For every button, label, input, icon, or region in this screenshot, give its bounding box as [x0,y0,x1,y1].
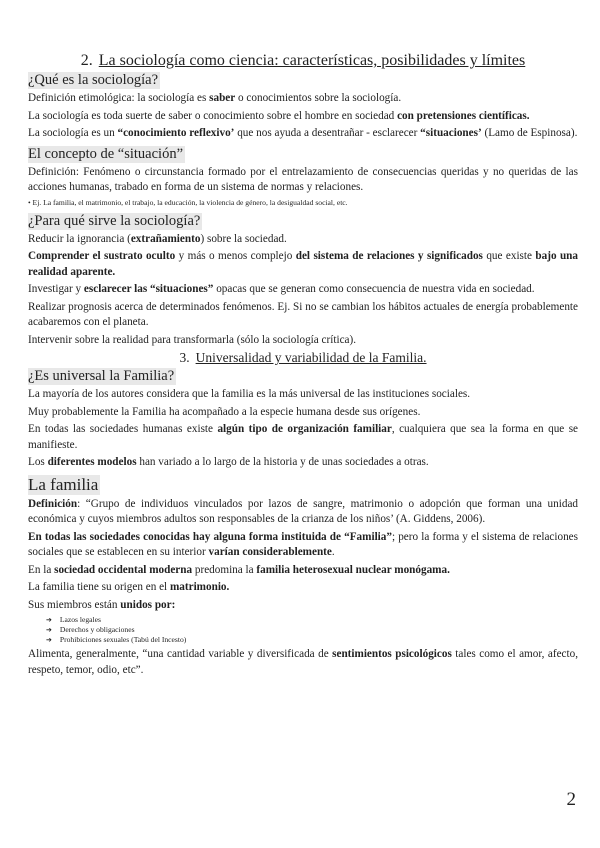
example-note: • Ej. La familia, el matrimonio, el trabajo, la educación, la violencia de género, la desigualdad social, etc. [28,197,348,207]
page-number: 2 [566,789,576,810]
section-number: 2. [80,52,93,69]
heading-universal: ¿Es universal la Familia? [28,368,175,384]
arrow-icon: ➔ [46,636,52,644]
paragraph: Realizar prognosis acerca de determinados fenómenos. Ej. Si no se cambian los hábitos actuales de energía probablemente acabaremos con el planeta. [28,300,578,328]
section-3-title [28,350,578,366]
paragraph: Sus miembros están unidos por: [28,598,176,611]
arrow-icon: ➔ [46,626,52,634]
document-page [28,52,578,680]
paragraph: Definición: Fenómeno o circunstancia formado por el entrelazamiento de consecuencias queridas y no queridas de las acciones humanas, trabado en forma de un sistema de normas y relaciones. [28,165,578,193]
section-title-text: Universalidad y variabilidad de la Familia. [195,350,427,365]
list-item: ➔ Prohibiciones sexuales (Tabú del Incesto) [46,635,187,644]
paragraph: Muy probablemente la Familia ha acompañado a la especie humana desde sus orígenes. [28,405,421,418]
paragraph: Los diferentes modelos han variado a lo largo de la historia y de unas sociedades a otras. [28,456,429,468]
paragraph: La sociología es toda suerte de saber o conocimiento sobre el hombre en sociedad con pretensiones científicas. [28,109,530,122]
heading-para-que: ¿Para qué sirve la sociología? [28,212,201,229]
list-item: ➔ Lazos legales [46,615,101,624]
heading-que-es: ¿Qué es la sociología? [28,72,159,88]
section-2-title [28,52,578,70]
paragraph: En todas las sociedades humanas existe algún tipo de organización familiar, cualquiera que sea la forma en que se manifieste. [28,423,579,451]
paragraph: Definición etimológica: la sociología es saber o conocimientos sobre la sociología. [28,92,402,104]
paragraph: La sociología es un “conocimiento reflexivo’ que nos ayuda a desentrañar - esclarecer “situaciones’ (Lamo de Espinosa). [28,127,578,139]
paragraph: La familia tiene su origen en el matrimonio. [28,581,230,593]
paragraph: La mayoría de los autores considera que la familia es la más universal de las instituciones sociales. [28,388,471,400]
list-item: ➔ Derechos y obligaciones [46,625,135,634]
paragraph: Alimenta, generalmente, “una cantidad variable y diversificada de sentimientos psicológicos tales como el amor, afecto, respeto, temor, odio, etc”. [28,648,578,676]
paragraph: En todas las sociedades conocidas hay alguna forma instituida de “Familia”; pero la forma y el sistema de relaciones sociales que se establecen en su interior varían considerablemente. [28,530,578,558]
paragraph: Comprender el sustrato oculto y más o menos complejo del sistema de relaciones y significados que existe bajo una realidad aparente. [28,250,578,278]
heading-familia: La familia [28,474,99,494]
paragraph: Reducir la ignorancia (extrañamiento) sobre la sociedad. [28,232,287,245]
section-title-text: La sociología como ciencia: características, posibilidades y límites [98,52,526,69]
bullet-list [28,615,578,645]
paragraph: En la sociedad occidental moderna predomina la familia heterosexual nuclear monógama. [28,563,450,576]
section-number: 3. [179,350,190,365]
paragraph: Intervenir sobre la realidad para transformarla (sólo la sociología crítica). [28,333,357,346]
arrow-icon: ➔ [46,616,52,624]
heading-situacion: El concepto de “situación” [28,145,184,162]
paragraph: Definición: “Grupo de individuos vinculados por lazos de sangre, matrimonio o adopción que forman una unidad económica y cuyos miembros adultos son responsables de la crianza de los niños’ (A. Giddens, 2006). [28,497,578,525]
paragraph: Investigar y esclarecer las “situaciones” opacas que se generan como consecuencia de nuestra vida en sociedad. [28,283,535,295]
